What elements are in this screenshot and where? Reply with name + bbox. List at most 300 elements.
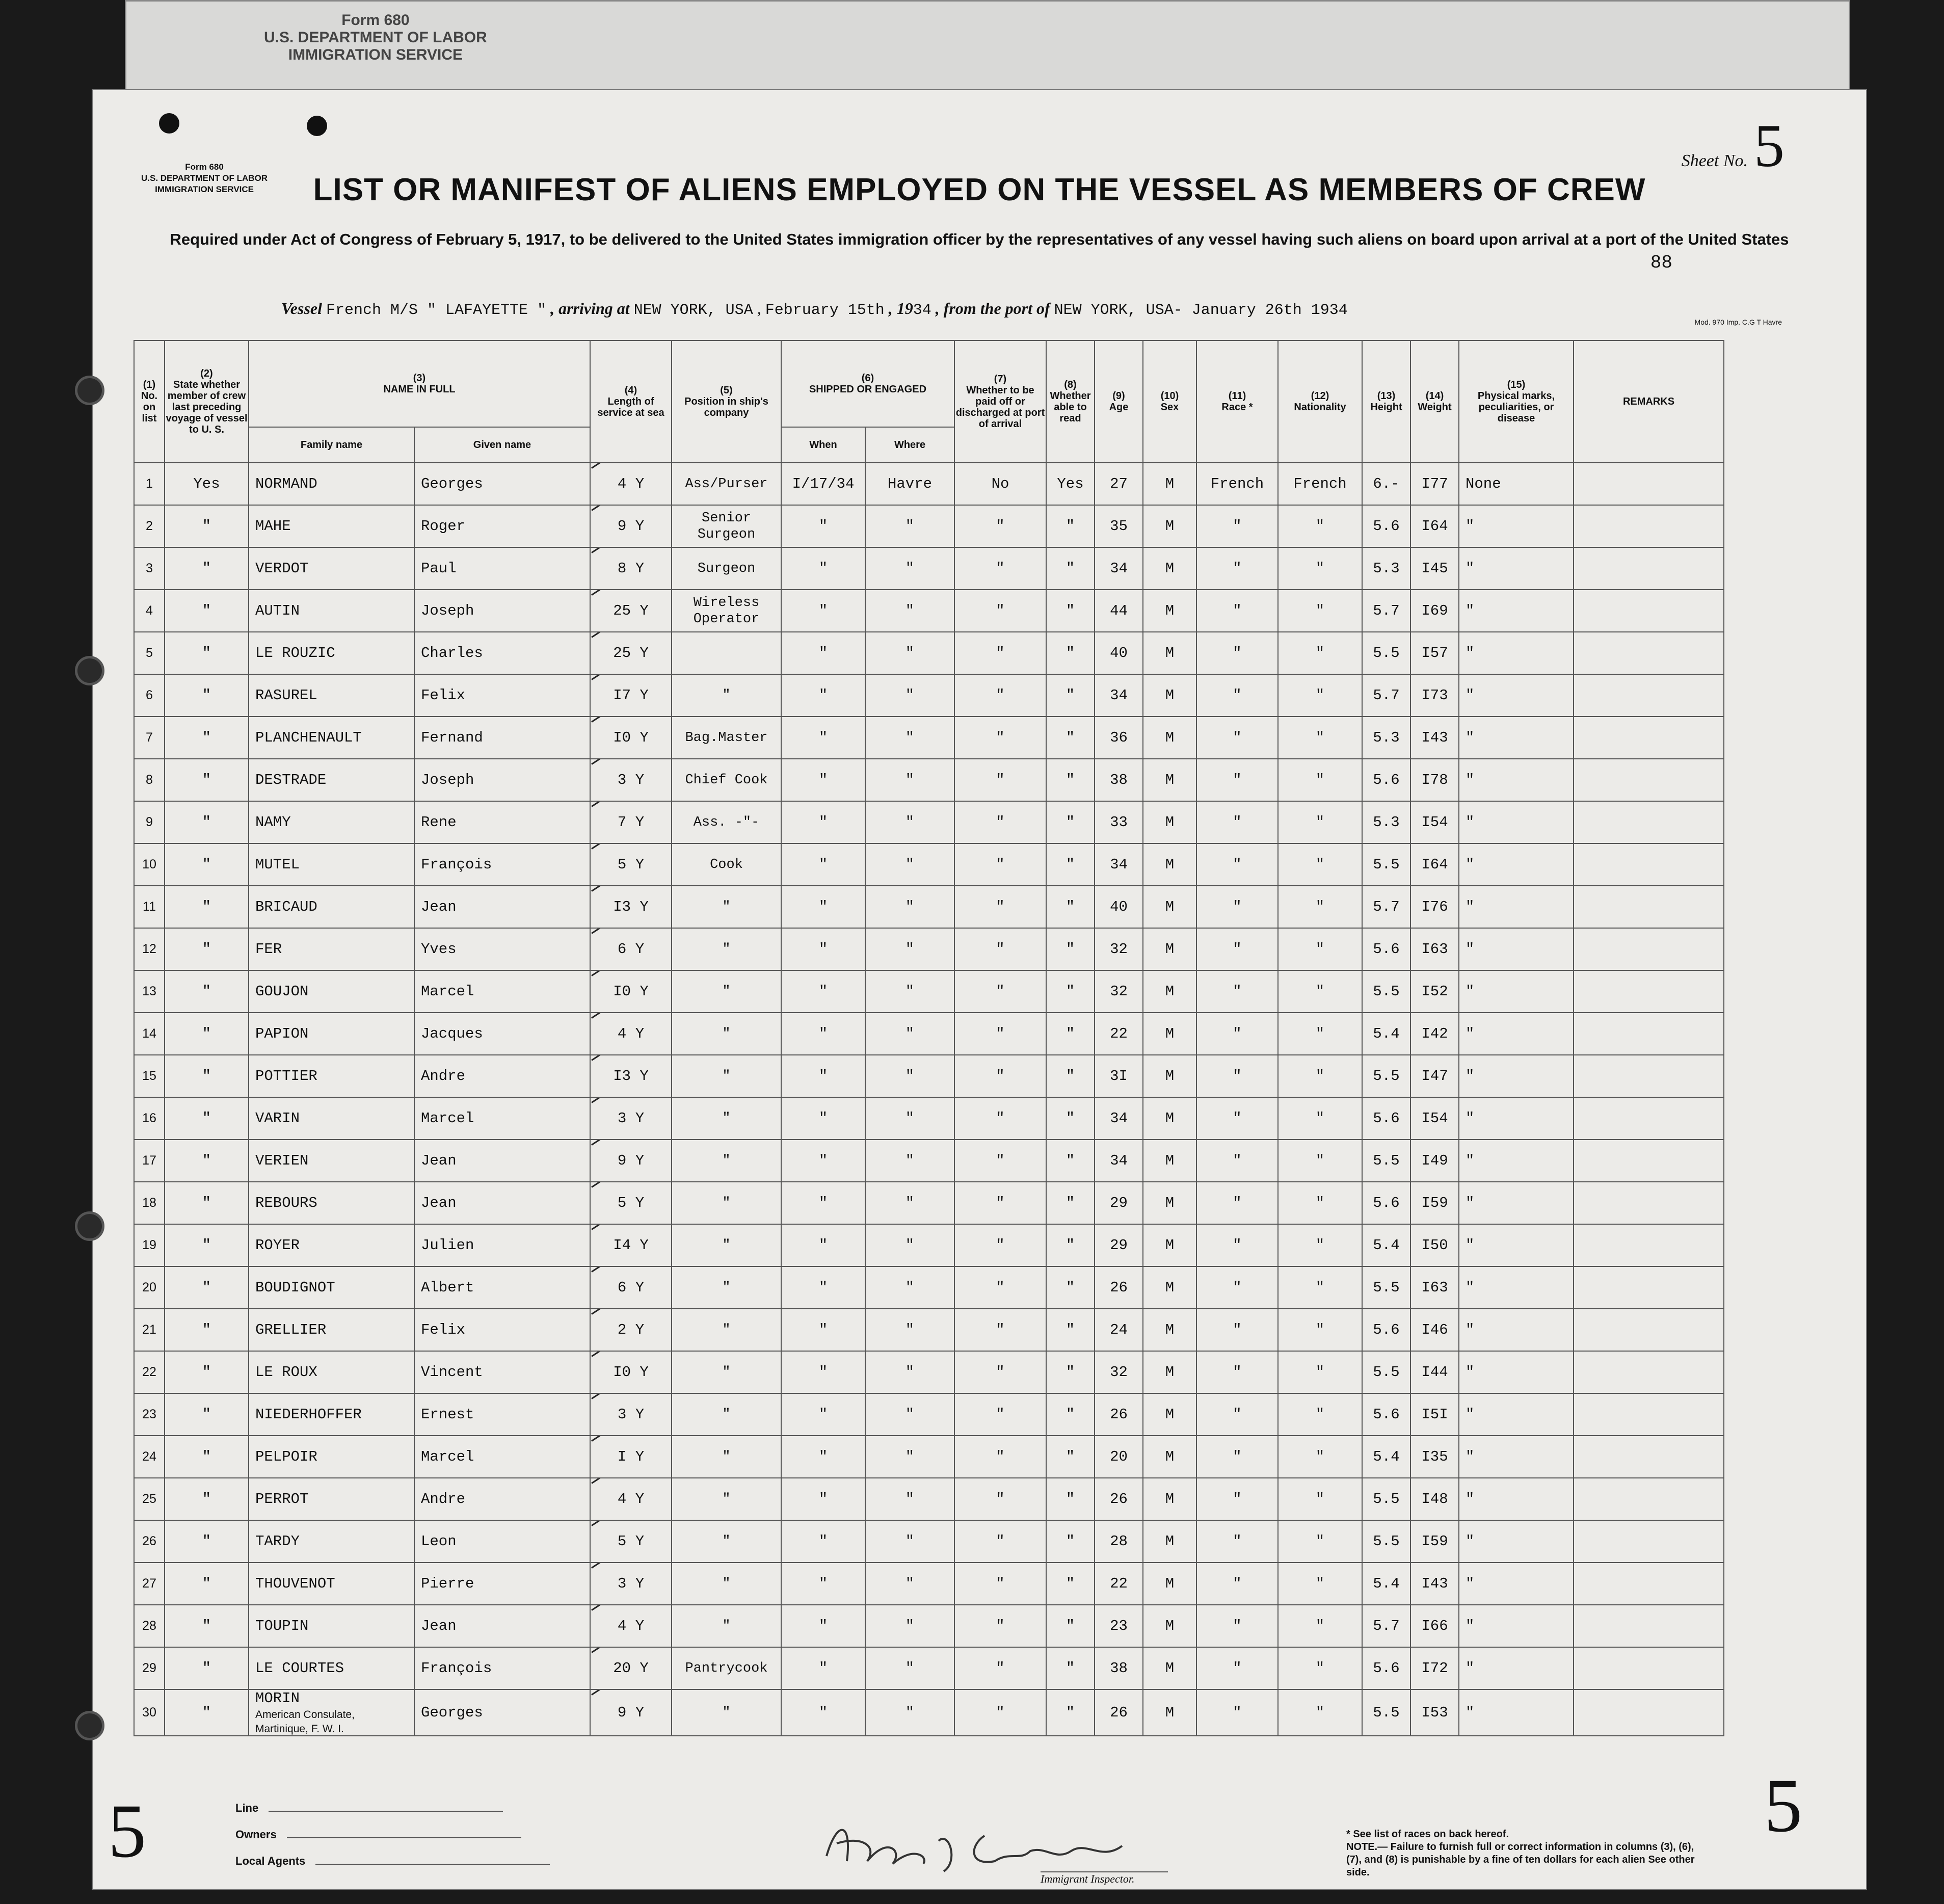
cell-row-number: 10 [134, 843, 165, 886]
sheet-number [1682, 111, 1785, 181]
cell-row-number: 11 [134, 886, 165, 928]
check-slash [591, 1055, 639, 1061]
service-value: 3 Y [617, 1406, 645, 1423]
cell-age: 34 [1095, 843, 1143, 886]
cell-height: 5.4 [1362, 1013, 1410, 1055]
cell-shipped-where: " [865, 1393, 954, 1436]
cell-given-name: Yves [414, 928, 590, 970]
cell-shipped-where: " [865, 1563, 954, 1605]
check-slash [591, 1182, 639, 1188]
header-position: (5) Position in ship's company [672, 340, 781, 463]
cell-row-number: 15 [134, 1055, 165, 1097]
cell-height: 5.6 [1362, 505, 1410, 547]
cell-remarks [1574, 801, 1724, 843]
crew-row [134, 717, 1724, 759]
service-value: I3 Y [613, 898, 649, 915]
cell-shipped-where: " [865, 1351, 954, 1393]
cell-able-to-read: " [1046, 1266, 1095, 1309]
cell-paid-off: " [954, 886, 1046, 928]
cell-shipped-where: " [865, 970, 954, 1013]
cell-weight: I42 [1410, 1013, 1459, 1055]
cell-paid-off: " [954, 1097, 1046, 1140]
service-value: 20 Y [613, 1660, 649, 1677]
arrival-port: NEW YORK, USA [633, 302, 753, 319]
cell-physical-marks: " [1459, 1351, 1574, 1393]
agents-label: Local Agents [235, 1855, 306, 1867]
cell-position: " [672, 1140, 781, 1182]
cell-shipped-when: " [781, 505, 865, 547]
cell-weight: I5I [1410, 1393, 1459, 1436]
cell-physical-marks: " [1459, 590, 1574, 632]
cell-able-to-read: " [1046, 1393, 1095, 1436]
check-slash [591, 1097, 639, 1103]
cell-race: " [1196, 1520, 1278, 1563]
cell-sex: M [1143, 1224, 1196, 1266]
cell-weight: I43 [1410, 717, 1459, 759]
cell-able-to-read: " [1046, 1520, 1095, 1563]
cell-given-name: Jacques [414, 1013, 590, 1055]
service-value: 4 Y [617, 1025, 645, 1042]
cell-shipped-when: " [781, 590, 865, 632]
cell-position: " [672, 1266, 781, 1309]
cell-weight: I63 [1410, 1266, 1459, 1309]
cell-family-name: NORMAND [249, 463, 414, 505]
header-given-name: Given name [414, 427, 590, 463]
cell-height: 5.7 [1362, 1605, 1410, 1647]
cell-physical-marks: " [1459, 1605, 1574, 1647]
cell-nationality: " [1278, 1097, 1362, 1140]
cell-race: " [1196, 717, 1278, 759]
check-slash [591, 843, 639, 850]
cell-row-number: 7 [134, 717, 165, 759]
cell-shipped-when: " [781, 1351, 865, 1393]
cell-given-name: Ernest [414, 1393, 590, 1436]
cell-physical-marks: " [1459, 1689, 1574, 1736]
cell-service-length [590, 632, 672, 674]
cell-row-number: 1 [134, 463, 165, 505]
cell-row-number: 6 [134, 674, 165, 717]
cell-given-name: Jean [414, 1182, 590, 1224]
cell-remarks [1574, 886, 1724, 928]
cell-shipped-where: " [865, 1605, 954, 1647]
cell-physical-marks: " [1459, 1309, 1574, 1351]
cell-age: 38 [1095, 1647, 1143, 1689]
cell-shipped-when: " [781, 843, 865, 886]
header-read: (8) Whether able to read [1046, 340, 1095, 463]
cell-age: 3I [1095, 1055, 1143, 1097]
cell-height: 5.7 [1362, 674, 1410, 717]
cell-family-name: BRICAUD [249, 886, 414, 928]
cell-age: 22 [1095, 1013, 1143, 1055]
cell-remarks [1574, 1605, 1724, 1647]
cell-paid-off: " [954, 1013, 1046, 1055]
check-slash [591, 928, 639, 934]
cell-able-to-read: " [1046, 1689, 1095, 1736]
cell-race: " [1196, 886, 1278, 928]
service-value: 25 Y [613, 602, 649, 619]
cell-previous-voyage: " [165, 1605, 249, 1647]
cell-previous-voyage: " [165, 590, 249, 632]
cell-position: " [672, 1182, 781, 1224]
cell-service-length [590, 801, 672, 843]
crew-row [134, 1266, 1724, 1309]
cell-remarks [1574, 547, 1724, 590]
cell-weight: I76 [1410, 886, 1459, 928]
cell-height: 5.6 [1362, 1097, 1410, 1140]
cell-able-to-read: Yes [1046, 463, 1095, 505]
cell-race: " [1196, 1266, 1278, 1309]
cell-race: " [1196, 590, 1278, 632]
cell-nationality: " [1278, 1605, 1362, 1647]
cell-nationality: " [1278, 886, 1362, 928]
service-value: 9 Y [617, 518, 645, 535]
cell-given-name: Rene [414, 801, 590, 843]
cell-physical-marks: None [1459, 463, 1574, 505]
cell-family-name: NIEDERHOFFER [249, 1393, 414, 1436]
cell-height: 5.3 [1362, 547, 1410, 590]
punch-hole [307, 116, 327, 136]
binder-ring [75, 656, 104, 685]
cell-sex: M [1143, 1563, 1196, 1605]
cell-nationality: " [1278, 505, 1362, 547]
header-race: (11) Race * [1196, 340, 1278, 463]
footer-labels [235, 1795, 550, 1874]
cell-physical-marks: " [1459, 1182, 1574, 1224]
cell-height: 5.5 [1362, 1478, 1410, 1520]
cell-sex: M [1143, 632, 1196, 674]
cell-shipped-where: " [865, 674, 954, 717]
cell-family-name: LE ROUZIC [249, 632, 414, 674]
cell-family-name: TARDY [249, 1520, 414, 1563]
form-department: U.S. DEPARTMENT OF LABOR [141, 173, 268, 183]
cell-paid-off: " [954, 674, 1046, 717]
header-sex: (10) Sex [1143, 340, 1196, 463]
cell-position: Ass/Purser [672, 463, 781, 505]
cell-service-length [590, 1647, 672, 1689]
cell-previous-voyage: Yes [165, 463, 249, 505]
check-slash [591, 1478, 639, 1484]
cell-shipped-where: " [865, 590, 954, 632]
cell-race: " [1196, 1309, 1278, 1351]
cell-race: " [1196, 547, 1278, 590]
cell-service-length [590, 1563, 672, 1605]
cell-nationality: " [1278, 801, 1362, 843]
service-value: 9 Y [617, 1152, 645, 1169]
cell-able-to-read: " [1046, 1140, 1095, 1182]
cell-position: " [672, 1309, 781, 1351]
cell-height: 5.5 [1362, 1140, 1410, 1182]
cell-race: " [1196, 1055, 1278, 1097]
cell-position: " [672, 1055, 781, 1097]
manifest-page [92, 89, 1867, 1890]
cell-shipped-where: " [865, 928, 954, 970]
cell-sex: M [1143, 1647, 1196, 1689]
cell-previous-voyage: " [165, 1436, 249, 1478]
cell-previous-voyage: " [165, 1013, 249, 1055]
cell-able-to-read: " [1046, 1605, 1095, 1647]
cell-weight: I43 [1410, 1563, 1459, 1605]
back-form-id [264, 12, 487, 64]
cell-shipped-when: " [781, 1478, 865, 1520]
cell-position: Chief Cook [672, 759, 781, 801]
cell-shipped-when: " [781, 886, 865, 928]
crew-row [134, 1689, 1724, 1736]
cell-service-length [590, 674, 672, 717]
service-value: I0 Y [613, 983, 649, 1000]
cell-shipped-when: " [781, 674, 865, 717]
cell-age: 40 [1095, 886, 1143, 928]
cell-physical-marks: " [1459, 843, 1574, 886]
cell-age: 34 [1095, 1097, 1143, 1140]
cell-shipped-when: " [781, 1689, 865, 1736]
cell-age: 34 [1095, 674, 1143, 717]
crew-row [134, 928, 1724, 970]
cell-nationality: " [1278, 1689, 1362, 1736]
cell-given-name: Georges [414, 463, 590, 505]
cell-previous-voyage: " [165, 505, 249, 547]
cell-weight: I44 [1410, 1351, 1459, 1393]
service-value: 5 Y [617, 1533, 645, 1550]
cell-physical-marks: " [1459, 970, 1574, 1013]
cell-physical-marks: " [1459, 1140, 1574, 1182]
check-slash [591, 1013, 639, 1019]
cell-remarks [1574, 1351, 1724, 1393]
header-remarks: REMARKS [1574, 340, 1724, 463]
cell-nationality: " [1278, 1520, 1362, 1563]
header-age: (9) Age [1095, 340, 1143, 463]
cell-weight: I47 [1410, 1055, 1459, 1097]
cell-previous-voyage: " [165, 1097, 249, 1140]
cell-given-name: Julien [414, 1224, 590, 1266]
cell-shipped-when: " [781, 1393, 865, 1436]
cell-paid-off: " [954, 928, 1046, 970]
cell-race: " [1196, 1563, 1278, 1605]
cell-sex: M [1143, 1605, 1196, 1647]
cell-weight: I64 [1410, 843, 1459, 886]
cell-service-length [590, 1520, 672, 1563]
cell-able-to-read: " [1046, 1436, 1095, 1478]
check-slash [591, 1393, 639, 1399]
cell-shipped-where: " [865, 1647, 954, 1689]
cell-family-name: PELPOIR [249, 1436, 414, 1478]
cell-age: 33 [1095, 801, 1143, 843]
cell-sex: M [1143, 801, 1196, 843]
cell-sex: M [1143, 1097, 1196, 1140]
service-value: 5 Y [617, 1195, 645, 1211]
cell-sex: M [1143, 1520, 1196, 1563]
cell-able-to-read: " [1046, 1182, 1095, 1224]
cell-given-name: Jean [414, 1140, 590, 1182]
cell-service-length [590, 1436, 672, 1478]
header-weight: (14) Weight [1410, 340, 1459, 463]
cell-row-number: 21 [134, 1309, 165, 1351]
cell-sex: M [1143, 843, 1196, 886]
cell-row-number: 13 [134, 970, 165, 1013]
service-value: 8 Y [617, 560, 645, 577]
inspector-signature [816, 1815, 1173, 1876]
cell-position: " [672, 1689, 781, 1736]
consulate-stamp-line2: Martinique, F. W. I. [255, 1723, 344, 1735]
cell-service-length [590, 717, 672, 759]
cell-remarks [1574, 1478, 1724, 1520]
cell-service-length [590, 547, 672, 590]
cell-position: " [672, 1605, 781, 1647]
cell-nationality: " [1278, 1013, 1362, 1055]
cell-paid-off: " [954, 1520, 1046, 1563]
cell-remarks [1574, 590, 1724, 632]
crew-row [134, 1182, 1724, 1224]
cell-age: 28 [1095, 1520, 1143, 1563]
cell-able-to-read: " [1046, 759, 1095, 801]
cell-remarks [1574, 463, 1724, 505]
cell-able-to-read: " [1046, 590, 1095, 632]
cell-physical-marks: " [1459, 1478, 1574, 1520]
cell-given-name: Andre [414, 1478, 590, 1520]
header-paid-off: (7) Whether to be paid off or discharged at port of arrival [954, 340, 1046, 463]
form-number: Form 680 [185, 162, 224, 172]
cell-sex: M [1143, 547, 1196, 590]
cell-paid-off: " [954, 1182, 1046, 1224]
cell-sex: M [1143, 1055, 1196, 1097]
form-service: IMMIGRATION SERVICE [155, 184, 254, 194]
cell-service-length [590, 1605, 672, 1647]
header-name: (3) NAME IN FULL [249, 340, 590, 427]
cell-paid-off: " [954, 1393, 1046, 1436]
service-value: 9 Y [617, 1704, 645, 1721]
cell-shipped-when: " [781, 547, 865, 590]
cell-race: " [1196, 1013, 1278, 1055]
cell-family-name: VARIN [249, 1097, 414, 1140]
cell-family-name: GRELLIER [249, 1309, 414, 1351]
cell-previous-voyage: " [165, 1140, 249, 1182]
service-value: 4 Y [617, 475, 645, 492]
check-slash [591, 759, 639, 765]
cell-row-number: 5 [134, 632, 165, 674]
check-slash [591, 505, 639, 511]
cell-position: " [672, 1393, 781, 1436]
cell-remarks [1574, 505, 1724, 547]
cell-service-length [590, 886, 672, 928]
cell-sex: M [1143, 970, 1196, 1013]
cell-family-name: POTTIER [249, 1055, 414, 1097]
service-value: I4 Y [613, 1237, 649, 1254]
cell-nationality: " [1278, 970, 1362, 1013]
cell-position: " [672, 1478, 781, 1520]
cell-shipped-when: " [781, 970, 865, 1013]
cell-row-number: 19 [134, 1224, 165, 1266]
service-value: I7 Y [613, 687, 649, 704]
cell-remarks [1574, 1393, 1724, 1436]
cell-service-length [590, 1224, 672, 1266]
cell-weight: I45 [1410, 547, 1459, 590]
cell-remarks [1574, 759, 1724, 801]
punch-hole [159, 113, 179, 134]
service-value: 4 Y [617, 1618, 645, 1634]
cell-shipped-when: " [781, 1436, 865, 1478]
corner-sheet-number-right: 5 [1764, 1763, 1802, 1848]
vessel-label: Vessel [281, 299, 322, 318]
cell-able-to-read: " [1046, 1478, 1095, 1520]
cell-service-length [590, 1097, 672, 1140]
cell-physical-marks: " [1459, 1266, 1574, 1309]
cell-able-to-read: " [1046, 1647, 1095, 1689]
check-slash [591, 1520, 639, 1526]
crew-row [134, 674, 1724, 717]
cell-position: " [672, 1097, 781, 1140]
departure-port: NEW YORK, USA- January 26th 1934 [1054, 302, 1348, 319]
cell-family-name: AUTIN [249, 590, 414, 632]
cell-age: 32 [1095, 1351, 1143, 1393]
cell-previous-voyage: " [165, 1393, 249, 1436]
cell-shipped-where: " [865, 1266, 954, 1309]
sheet-label: Sheet No. [1681, 151, 1748, 170]
cell-race: " [1196, 928, 1278, 970]
cell-physical-marks: " [1459, 1013, 1574, 1055]
crew-row [134, 1055, 1724, 1097]
cell-physical-marks: " [1459, 632, 1574, 674]
cell-family-name: PERROT [249, 1478, 414, 1520]
crew-row [134, 463, 1724, 505]
cell-row-number: 22 [134, 1351, 165, 1393]
cell-paid-off: " [954, 1478, 1046, 1520]
cell-service-length [590, 1055, 672, 1097]
cell-remarks [1574, 928, 1724, 970]
cell-shipped-where: " [865, 505, 954, 547]
service-value: 2 Y [617, 1321, 645, 1338]
cell-able-to-read: " [1046, 843, 1095, 886]
cell-weight: I50 [1410, 1224, 1459, 1266]
cell-paid-off: " [954, 801, 1046, 843]
cell-family-name: MUTEL [249, 843, 414, 886]
cell-physical-marks: " [1459, 886, 1574, 928]
cell-able-to-read: " [1046, 1309, 1095, 1351]
crew-row [134, 1097, 1724, 1140]
cell-remarks [1574, 843, 1724, 886]
cell-race: " [1196, 970, 1278, 1013]
cell-age: 20 [1095, 1436, 1143, 1478]
check-slash [591, 1309, 639, 1315]
cell-position: Cook [672, 843, 781, 886]
check-slash [591, 547, 639, 553]
cell-age: 24 [1095, 1309, 1143, 1351]
cell-height: 5.5 [1362, 970, 1410, 1013]
cell-able-to-read: " [1046, 801, 1095, 843]
crew-row [134, 886, 1724, 928]
cell-shipped-where: " [865, 1182, 954, 1224]
cell-shipped-where: " [865, 1520, 954, 1563]
cell-race: " [1196, 1393, 1278, 1436]
crew-row [134, 632, 1724, 674]
cell-row-number: 14 [134, 1013, 165, 1055]
crew-row [134, 1647, 1724, 1689]
cell-position: Senior Surgeon [672, 505, 781, 547]
cell-service-length [590, 1689, 672, 1736]
cell-previous-voyage: " [165, 717, 249, 759]
cell-age: 34 [1095, 547, 1143, 590]
cell-row-number: 9 [134, 801, 165, 843]
cell-sex: M [1143, 717, 1196, 759]
cell-race: " [1196, 1689, 1278, 1736]
cell-previous-voyage: " [165, 1647, 249, 1689]
service-value: 25 Y [613, 645, 649, 662]
crew-row [134, 1309, 1724, 1351]
cell-position: " [672, 928, 781, 970]
cell-shipped-where: " [865, 1689, 954, 1736]
cell-shipped-when: " [781, 1013, 865, 1055]
year-prefix: , 19 [888, 299, 913, 318]
cell-previous-voyage: " [165, 674, 249, 717]
check-slash [591, 632, 639, 638]
